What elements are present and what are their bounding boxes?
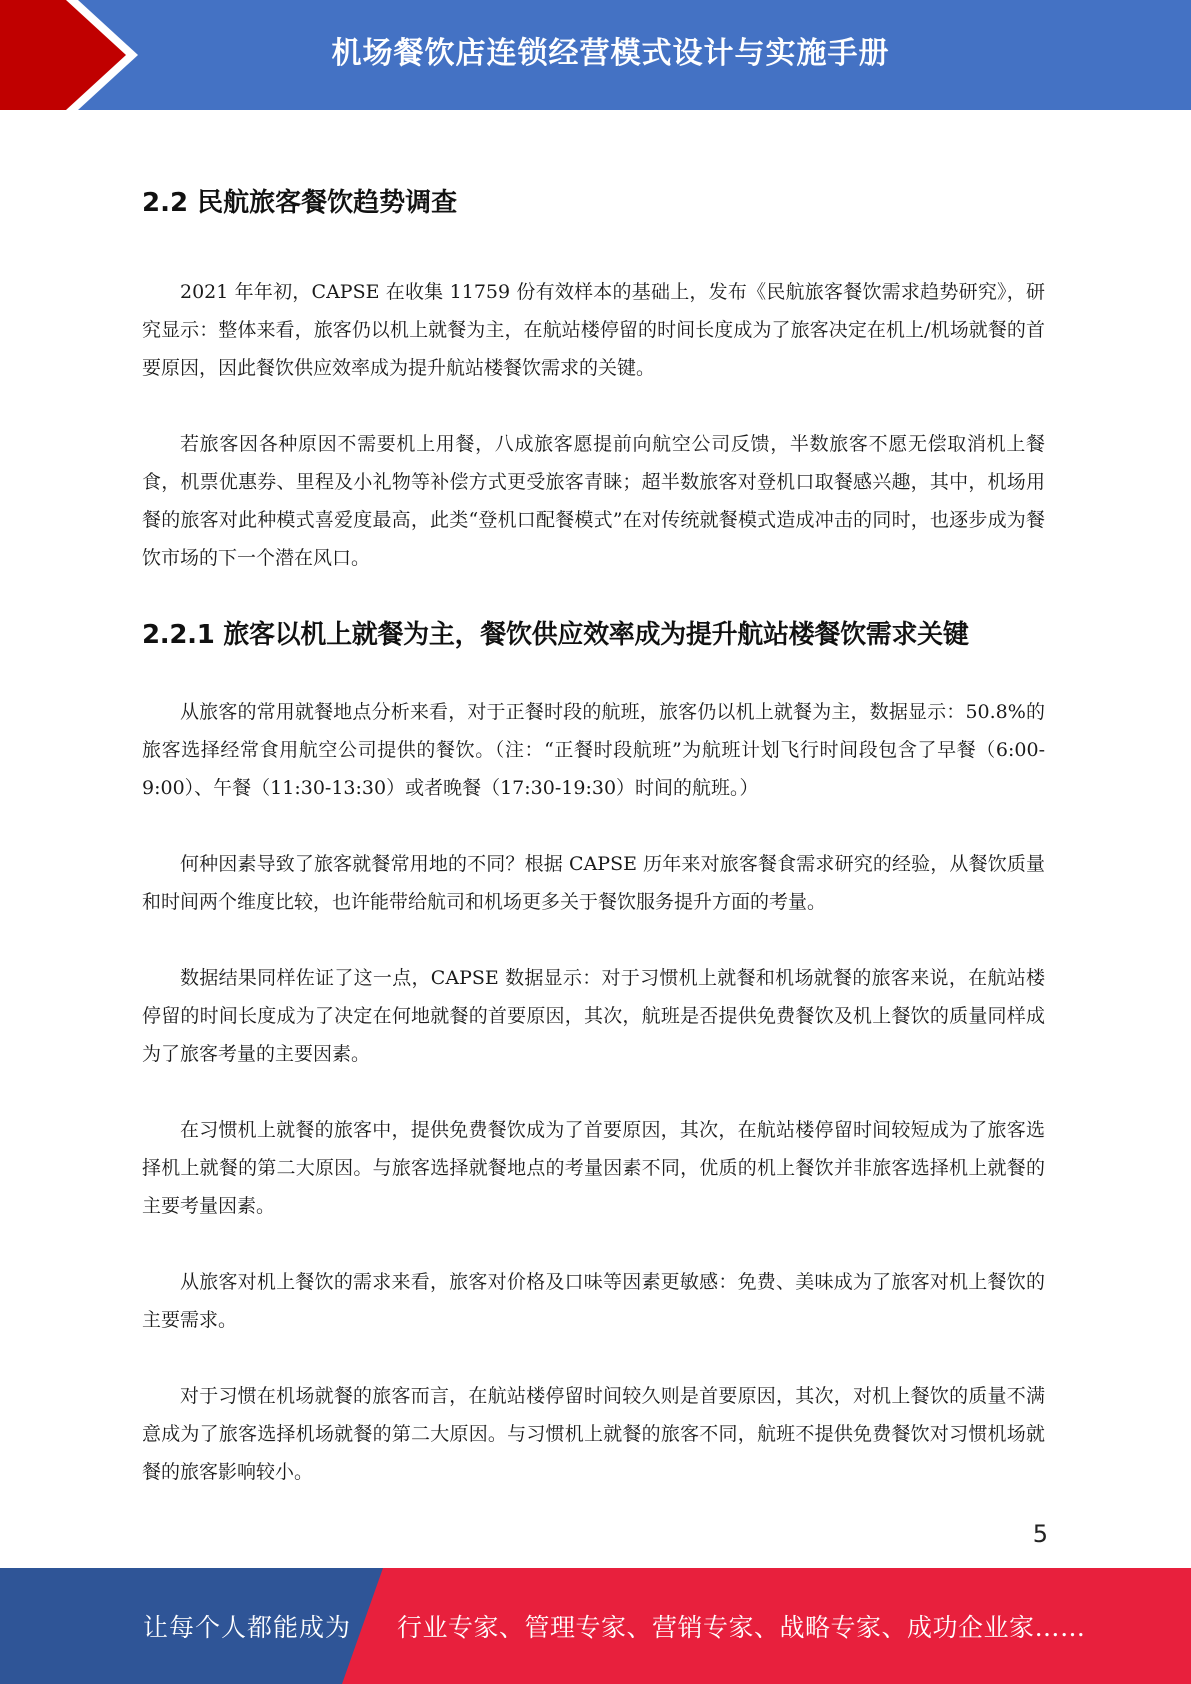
page-number: 5 — [1032, 1520, 1048, 1548]
page-footer — [0, 1568, 1191, 1684]
paragraph: 从旅客的常用就餐地点分析来看，对于正餐时段的航班，旅客仍以机上就餐为主，数据显示：50.8%的旅客选择经常食用航空公司提供的餐饮。（注：“正餐时段航班”为航班计划飞行时间段包含了早餐（6:00-9:00）、午餐（11:30-13:30）或者晚餐（17:30-19:30）时间的航班。） — [142, 701, 1045, 799]
document-title: 机场餐饮店连锁经营模式设计与实施手册 — [331, 36, 890, 71]
paragraph: 数据结果同样佐证了这一点，CAPSE 数据显示：对于习惯机上就餐和机场就餐的旅客来说，在航站楼停留的时间长度成为了决定在何地就餐的首要原因，其次，航班是否提供免费餐饮及机上餐饮的质量同样成为了旅客考量的主要因素。 — [142, 967, 1045, 1065]
page-header — [0, 0, 1191, 110]
footer-slogan-right: 行业专家、管理专家、营销专家、战略专家、成功企业家…… — [397, 1613, 1086, 1642]
paragraph: 对于习惯在机场就餐的旅客而言，在航站楼停留时间较久则是首要原因，其次，对机上餐饮的质量不满意成为了旅客选择机场就餐的第二大原因。与习惯机上就餐的旅客不同，航班不提供免费餐饮对习惯机场就餐的旅客影响较小。 — [142, 1385, 1045, 1483]
subsection-heading: 2.2.1 旅客以机上就餐为主，餐饮供应效率成为提升航站楼餐饮需求关键 — [142, 620, 969, 650]
paragraph: 何种因素导致了旅客就餐常用地的不同？根据 CAPSE 历年来对旅客餐食需求研究的经验，从餐饮质量和时间两个维度比较，也许能带给航司和机场更多关于餐饮服务提升方面的考量。 — [142, 853, 1045, 913]
paragraph: 从旅客对机上餐饮的需求来看，旅客对价格及口味等因素更敏感：免费、美味成为了旅客对机上餐饮的主要需求。 — [142, 1271, 1045, 1331]
paragraph: 若旅客因各种原因不需要机上用餐，八成旅客愿提前向航空公司反馈，半数旅客不愿无偿取消机上餐食，机票优惠券、里程及小礼物等补偿方式更受旅客青睐；超半数旅客对登机口取餐感兴趣，其中，机场用餐的旅客对此种模式喜爱度最高，此类“登机口配餐模式”在对传统就餐模式造成冲击的同时，也逐步成为餐饮市场的下一个潜在风口。 — [142, 433, 1045, 569]
paragraph: 在习惯机上就餐的旅客中，提供免费餐饮成为了首要原因，其次，在航站楼停留时间较短成为了旅客选择机上就餐的第二大原因。与旅客选择就餐地点的考量因素不同，优质的机上餐饮并非旅客选择机上就餐的主要考量因素。 — [142, 1119, 1045, 1217]
paragraph: 2021 年年初，CAPSE 在收集 11759 份有效样本的基础上，发布《民航旅客餐饮需求趋势研究》，研究显示：整体来看，旅客仍以机上就餐为主，在航站楼停留的时间长度成为了旅客决定在机上/机场就餐的首要原因，因此餐饮供应效率成为提升航站楼餐饮需求的关键。 — [142, 281, 1045, 379]
section-heading: 2.2 民航旅客餐饮趋势调查 — [142, 188, 458, 218]
footer-slogan-left: 让每个人都能成为 — [143, 1613, 352, 1642]
